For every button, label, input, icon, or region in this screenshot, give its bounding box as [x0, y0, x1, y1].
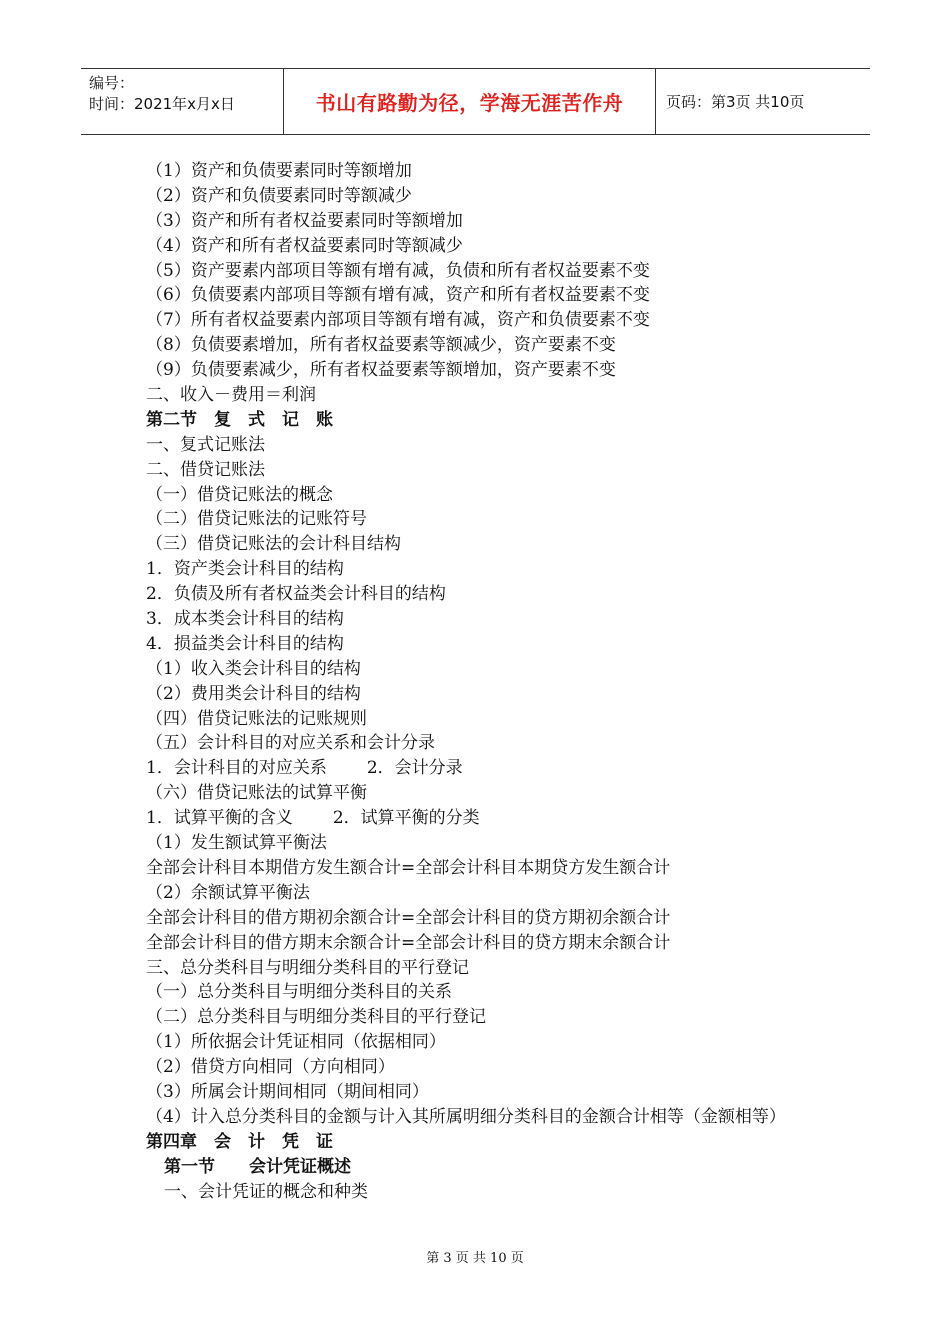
- body-line: （6）负债要素内部项目等额有增有减，资产和所有者权益要素不变: [146, 285, 650, 306]
- body-line: （六）借贷记账法的试算平衡: [146, 783, 367, 804]
- body-line-pair: [146, 756, 826, 781]
- chapter-heading: 第四章 会 计 凭 证: [146, 1131, 333, 1152]
- body-line-right: 2．试算平衡的分类: [332, 808, 480, 829]
- document-number-label: 编号：: [89, 74, 135, 92]
- section-heading: 第一节 会计凭证概述: [164, 1156, 351, 1177]
- body-line: （二）总分类科目与明细分类科目的平行登记: [146, 1007, 486, 1028]
- body-line: 全部会计科目本期借方发生额合计=全部会计科目本期贷方发生额合计: [146, 857, 671, 878]
- body-line-wrapped: （4）计入总分类科目的金额与计入其所属明细分类科目的金额合计相等（金额相等）: [146, 1106, 786, 1127]
- body-line: （2）余额试算平衡法: [146, 882, 310, 903]
- body-line: 一、复式记账法: [146, 434, 265, 455]
- body-line: 二、收入－费用＝利润: [146, 385, 316, 406]
- body-line: （5）资产要素内部项目等额有增有减，负债和所有者权益要素不变: [146, 260, 650, 281]
- body-line: （9）负债要素减少，所有者权益要素等额增加，资产要素不变: [146, 360, 616, 381]
- body-line: （二）借贷记账法的记账符号: [146, 509, 367, 530]
- body-line: 二、借贷记账法: [146, 459, 265, 480]
- document-header: [81, 68, 870, 135]
- header-motto: 书山有路勤为径，学海无涯苦作舟: [284, 69, 656, 134]
- body-line-left: 1．试算平衡的含义: [146, 808, 293, 829]
- body-line: 3．成本类会计科目的结构: [146, 609, 344, 630]
- body-line: （2）资产和负债要素同时等额减少: [146, 185, 412, 206]
- body-line: 1．资产类会计科目的结构: [146, 559, 344, 580]
- body-line: （1）资产和负债要素同时等额增加: [146, 161, 412, 181]
- body-line: （四）借贷记账法的记账规则: [146, 708, 367, 729]
- body-line: （4）资产和所有者权益要素同时等额减少: [146, 235, 463, 256]
- body-line: （7）所有者权益要素内部项目等额有增有减，资产和负债要素不变: [146, 310, 650, 331]
- body-line: （一）借贷记账法的概念: [146, 484, 333, 505]
- page-footer: 第 3 页 共 10 页: [426, 1251, 524, 1266]
- body-line: 全部会计科目的借方期初余额合计=全部会计科目的贷方期初余额合计: [146, 907, 671, 928]
- body-line-left: 1．会计科目的对应关系: [146, 758, 327, 779]
- body-line: （3）资产和所有者权益要素同时等额增加: [146, 210, 463, 231]
- body-line: 一、会计凭证的概念和种类: [164, 1181, 368, 1202]
- body-line: 三、总分类科目与明细分类科目的平行登记: [146, 957, 469, 978]
- document-time-label: 时间：2021年x月x日: [89, 95, 235, 113]
- body-line: （五）会计科目的对应关系和会计分录: [146, 733, 435, 754]
- body-line: （2）费用类会计科目的结构: [146, 683, 361, 704]
- body-line: （3）所属会计期间相同（期间相同）: [146, 1081, 429, 1102]
- header-page-code: 页码：第3页 共10页: [666, 93, 805, 111]
- body-line: 2．负债及所有者权益类会计科目的结构: [146, 584, 446, 605]
- body-line: （8）负债要素增加，所有者权益要素等额减少，资产要素不变: [146, 335, 616, 356]
- body-line-pair: [146, 806, 826, 831]
- body-line: （1）发生额试算平衡法: [146, 833, 327, 854]
- body-line: （2）借贷方向相同（方向相同）: [146, 1057, 395, 1078]
- body-line: （一）总分类科目与明细分类科目的关系: [146, 982, 452, 1003]
- section-heading: 第二节 复 式 记 账: [146, 409, 333, 430]
- body-line: 全部会计科目的借方期末余额合计=全部会计科目的贷方期末余额合计: [146, 932, 671, 953]
- body-line: 4．损益类会计科目的结构: [146, 633, 344, 654]
- body-line: （三）借贷记账法的会计科目结构: [146, 534, 401, 555]
- body-line: （1）收入类会计科目的结构: [146, 658, 361, 679]
- header-info-cell: [81, 69, 284, 134]
- body-line-right: 2．会计分录: [366, 758, 463, 779]
- document-body: [146, 159, 826, 1204]
- body-line: （1）所依据会计凭证相同（依据相同）: [146, 1032, 446, 1053]
